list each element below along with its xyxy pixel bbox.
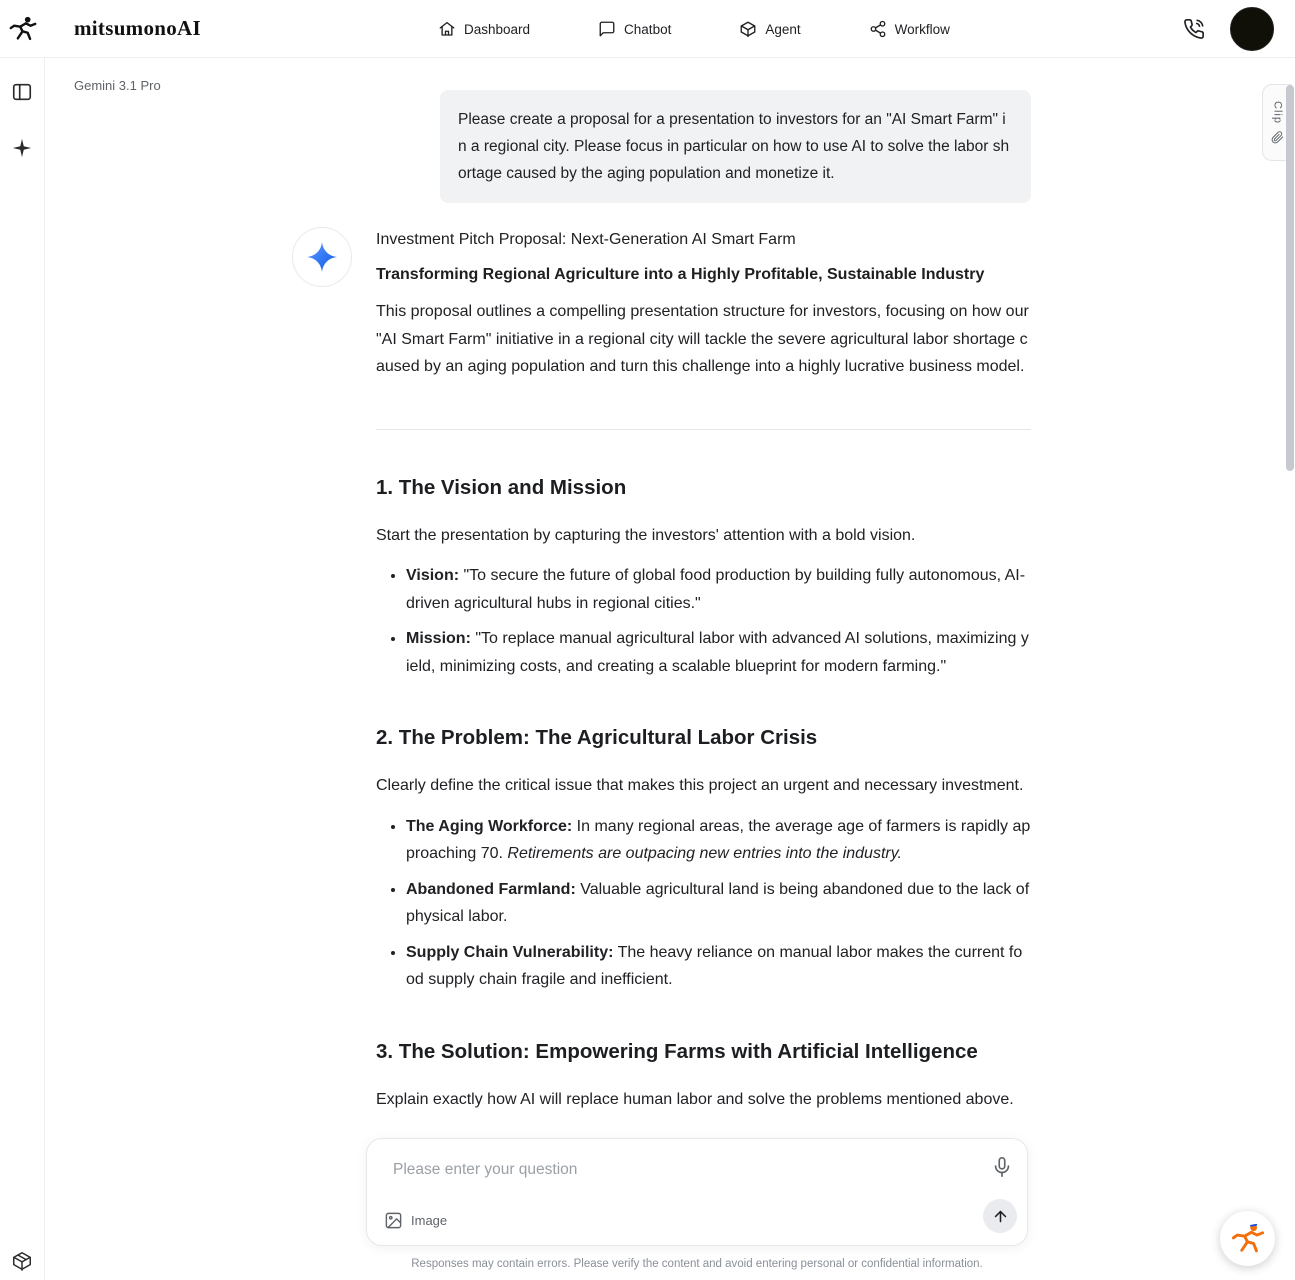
image-icon	[384, 1211, 403, 1230]
section-heading-3: 3. The Solution: Empowering Farms with Artificial Intelligence	[376, 1039, 978, 1063]
paperclip-icon	[1271, 131, 1284, 144]
sparkle-icon[interactable]	[11, 137, 33, 159]
assistant-response	[376, 227, 1031, 1113]
section-list-1	[376, 562, 1031, 680]
response-intro: This proposal outlines a compelling presentation structure for investors, focusing on how our "AI Smart Farm" initiative in a regional city will tackle the severe agricultural labor shortage caused by an aging population and turn this challenge into a highly lucrative business model.	[376, 303, 1029, 375]
left-sidebar	[0, 58, 45, 1280]
list-item: • Abandoned Farmland: Valuable agricultural land is being abandoned due to the lack of physical labor.	[406, 876, 1031, 931]
main-nav	[438, 0, 950, 58]
package-icon[interactable]	[11, 1250, 33, 1272]
microphone-icon[interactable]	[991, 1156, 1013, 1178]
chat-thread	[376, 90, 1031, 1113]
user-avatar[interactable]	[1230, 7, 1274, 51]
gemini-star-icon	[292, 227, 352, 287]
chat-icon	[598, 20, 616, 38]
user-message-text: Please create a proposal for a presentation to investors for an "AI Smart Farm" in a regional city. Please focus in particular on how to use AI to solve the labor shortage caused by the aging population and monetize it.	[458, 111, 1010, 182]
panel-toggle-icon[interactable]	[11, 81, 33, 103]
model-label: Gemini 3.1 Pro	[74, 78, 161, 93]
nav-item-dashboard[interactable]: Dashboard	[438, 20, 530, 38]
section-heading-2: 2. The Problem: The Agricultural Labor Crisis	[376, 726, 818, 749]
phone-call-icon[interactable]	[1183, 18, 1205, 40]
top-header	[0, 0, 1295, 58]
section-lead-3: Explain exactly how AI will replace human labor and solve the problems mentioned above.	[376, 1090, 1014, 1108]
list-item: • Supply Chain Vulnerability: The heavy reliance on manual labor makes the current food supply chain fragile and inefficient.	[406, 939, 1031, 994]
nav-item-agent[interactable]: Agent	[739, 20, 800, 38]
response-subtitle: Transforming Regional Agriculture into a Highly Profitable, Sustainable Industry	[376, 266, 985, 283]
clip-tab-label: Clip	[1271, 101, 1284, 124]
section-divider	[376, 429, 1031, 430]
question-input[interactable]	[393, 1157, 953, 1183]
assistant-mascot-button[interactable]	[1220, 1211, 1275, 1266]
section-heading-1: 1. The Vision and Mission	[376, 475, 627, 499]
arrow-up-icon	[992, 1208, 1009, 1225]
nav-item-workflow[interactable]: Workflow	[869, 20, 950, 38]
nav-item-chatbot[interactable]: Chatbot	[598, 20, 671, 38]
ninja-mascot-icon	[1230, 1221, 1266, 1257]
list-item: • Mission: "To replace manual agricultural labor with advanced AI solutions, maximizing yield, minimizing costs, and creating a scalable blueprint for modern farming."	[406, 625, 1031, 680]
section-lead-1: Start the presentation by capturing the investors' attention with a bold vision.	[376, 526, 916, 544]
disclaimer-text: Responses may contain errors. Please verify the content and avoid entering personal or confidential information.	[411, 1258, 983, 1270]
brand-name: mitsumonoAI	[74, 16, 201, 40]
workflow-icon	[869, 20, 887, 38]
brand-ninja-logo-icon	[8, 14, 38, 44]
response-title: Investment Pitch Proposal: Next-Generation AI Smart Farm	[376, 231, 796, 248]
image-upload-button[interactable]	[384, 1211, 447, 1230]
send-button[interactable]	[983, 1199, 1017, 1233]
question-composer	[366, 1138, 1028, 1246]
agent-icon	[739, 20, 757, 38]
section-list-2	[376, 813, 1031, 994]
header-right	[1183, 0, 1274, 58]
scrollbar-thumb[interactable]	[1286, 85, 1294, 471]
user-message-bubble	[440, 90, 1031, 203]
list-item: • The Aging Workforce: In many regional areas, the average age of farmers is rapidly approaching 70. Retirements are outpacing new entries into the industry.	[406, 813, 1031, 868]
image-upload-label: Image	[411, 1213, 448, 1228]
home-icon	[438, 20, 456, 38]
list-item: • Vision: "To secure the future of global food production by building fully autonomous, AI-driven agricultural hubs in regional cities."	[406, 562, 1031, 617]
section-lead-2: Clearly define the critical issue that makes this project an urgent and necessary investment.	[376, 777, 1024, 794]
